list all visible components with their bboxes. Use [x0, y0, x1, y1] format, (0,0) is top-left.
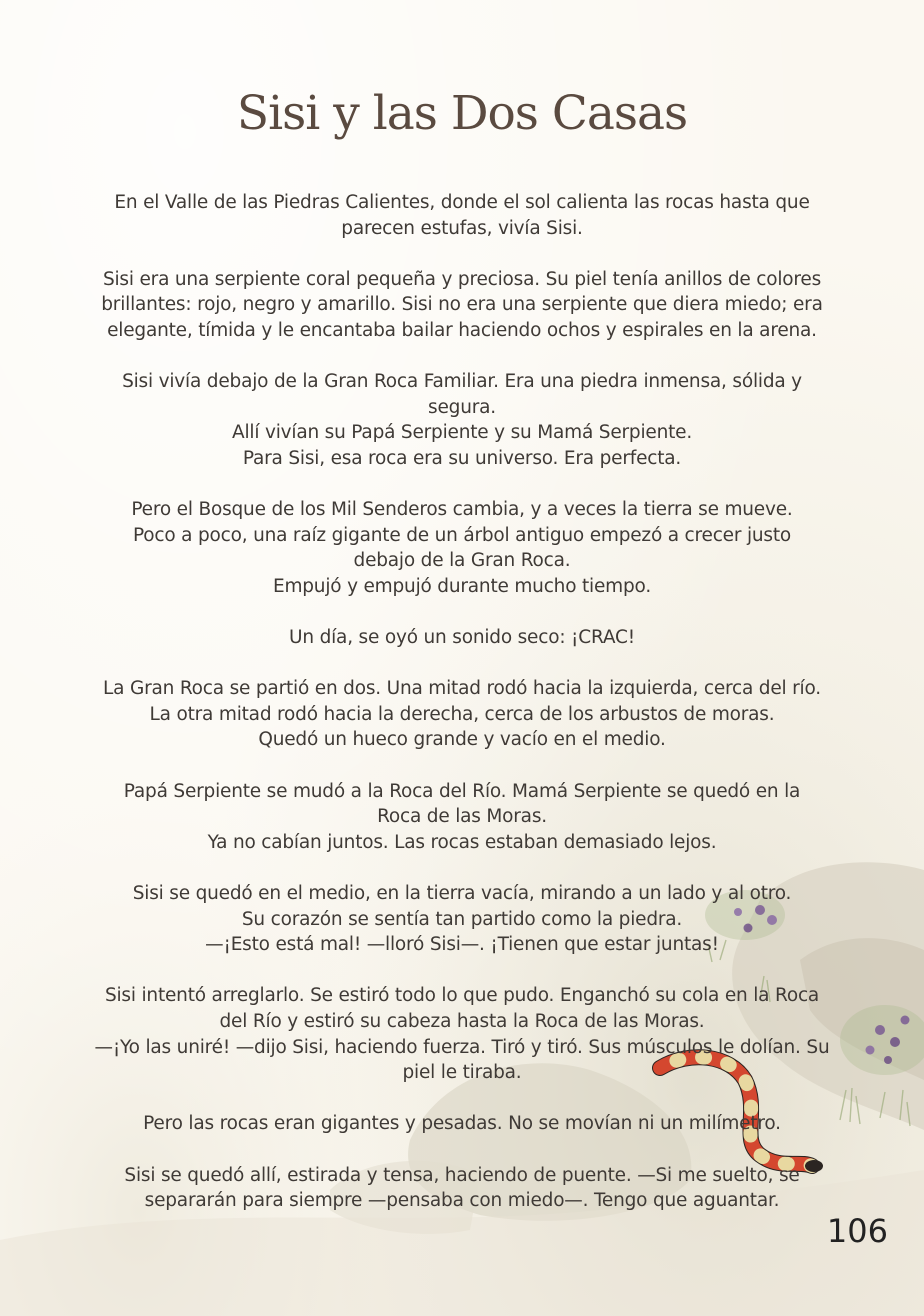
text-line: Papá Serpiente se mudó a la Roca del Río. Mamá Serpiente se quedó en la — [123, 780, 801, 802]
text-line: Sisi vivía debajo de la Gran Roca Familiar. Era una piedra inmensa, sólida y — [122, 371, 802, 393]
text-line: La Gran Roca se partió en dos. Una mitad rodó hacia la izquierda, cerca del río. — [103, 678, 821, 700]
text-line: Un día, se oyó un sonido seco: ¡CRAC! — [289, 627, 635, 649]
text-line: Sisi se quedó allí, estirada y tensa, haciendo de puente. —Si me suelto, se — [124, 1164, 800, 1186]
paragraph — [70, 625, 854, 651]
paragraph — [70, 190, 854, 241]
paragraph — [70, 369, 854, 471]
text-line: Quedó un hueco grande y vacío en el medio. — [258, 729, 666, 751]
paragraph — [70, 1163, 854, 1214]
text-line: elegante, tímida y le encantaba bailar haciendo ochos y espirales en la arena. — [107, 319, 817, 341]
paragraph — [70, 676, 854, 753]
text-line: Su corazón se sentía tan partido como la piedra. — [241, 908, 683, 930]
text-line: Empujó y empujó durante mucho tiempo. — [272, 575, 652, 597]
text-line: Pero el Bosque de los Mil Senderos cambia, y a veces la tierra se mueve. — [131, 499, 793, 521]
text-line: La otra mitad rodó hacia la derecha, cerca de los arbustos de moras. — [149, 703, 775, 725]
text-line: brillantes: rojo, negro y amarillo. Sisi no era una serpiente que diera miedo; era — [101, 294, 823, 316]
text-line: debajo de la Gran Roca. — [353, 550, 571, 572]
text-line: —¡Esto está mal! —lloró Sisi—. ¡Tienen que estar juntas! — [205, 934, 719, 956]
text-line: Sisi intentó arreglarlo. Se estiró todo lo que pudo. Enganchó su cola en la Roca — [104, 985, 820, 1007]
text-line: parecen estufas, vivía Sisi. — [341, 217, 583, 239]
text-line: Roca de las Moras. — [377, 806, 547, 828]
text-line: del Río y estiró su cabeza hasta la Roca de las Moras. — [219, 1011, 705, 1032]
page-title: Sisi y las Dos Casas — [236, 86, 688, 141]
page-number: 106 — [826, 1212, 888, 1250]
paragraph — [70, 497, 854, 599]
story-text — [70, 190, 854, 1239]
text-line: Pero las rocas eran gigantes y pesadas. No se movían ni un milímetro. — [143, 1113, 781, 1135]
text-line: piel le tiraba. — [402, 1062, 522, 1084]
text-line: —¡Yo las uniré! —dijo Sisi, haciendo fuerza. Tiró y tiró. Sus músculos le dolían. Su — [94, 1036, 830, 1058]
text-line: Sisi era una serpiente coral pequeña y preciosa. Su piel tenía anillos de colores — [102, 268, 822, 290]
text-line: Para Sisi, esa roca era su universo. Era perfecta. — [242, 447, 682, 469]
text-line: segura. — [428, 396, 496, 418]
paragraph — [70, 1111, 854, 1137]
text-line: separarán para siempre —pensaba con miedo—. Tengo que aguantar. — [144, 1190, 780, 1212]
text-line: Allí vivían su Papá Serpiente y su Mamá Serpiente. — [231, 422, 693, 444]
text-line: Sisi se quedó en el medio, en la tierra vacía, mirando a un lado y al otro. — [132, 883, 792, 905]
paragraph — [70, 983, 854, 1085]
paragraph — [70, 267, 854, 344]
text-line: Ya no cabían juntos. Las rocas estaban demasiado lejos. — [207, 831, 717, 853]
text-line: En el Valle de las Piedras Calientes, donde el sol calienta las rocas hasta que — [114, 192, 810, 213]
paragraph — [70, 779, 854, 856]
text-line: Poco a poco, una raíz gigante de un árbol antiguo empezó a crecer justo — [132, 524, 792, 546]
paragraph — [70, 881, 854, 958]
